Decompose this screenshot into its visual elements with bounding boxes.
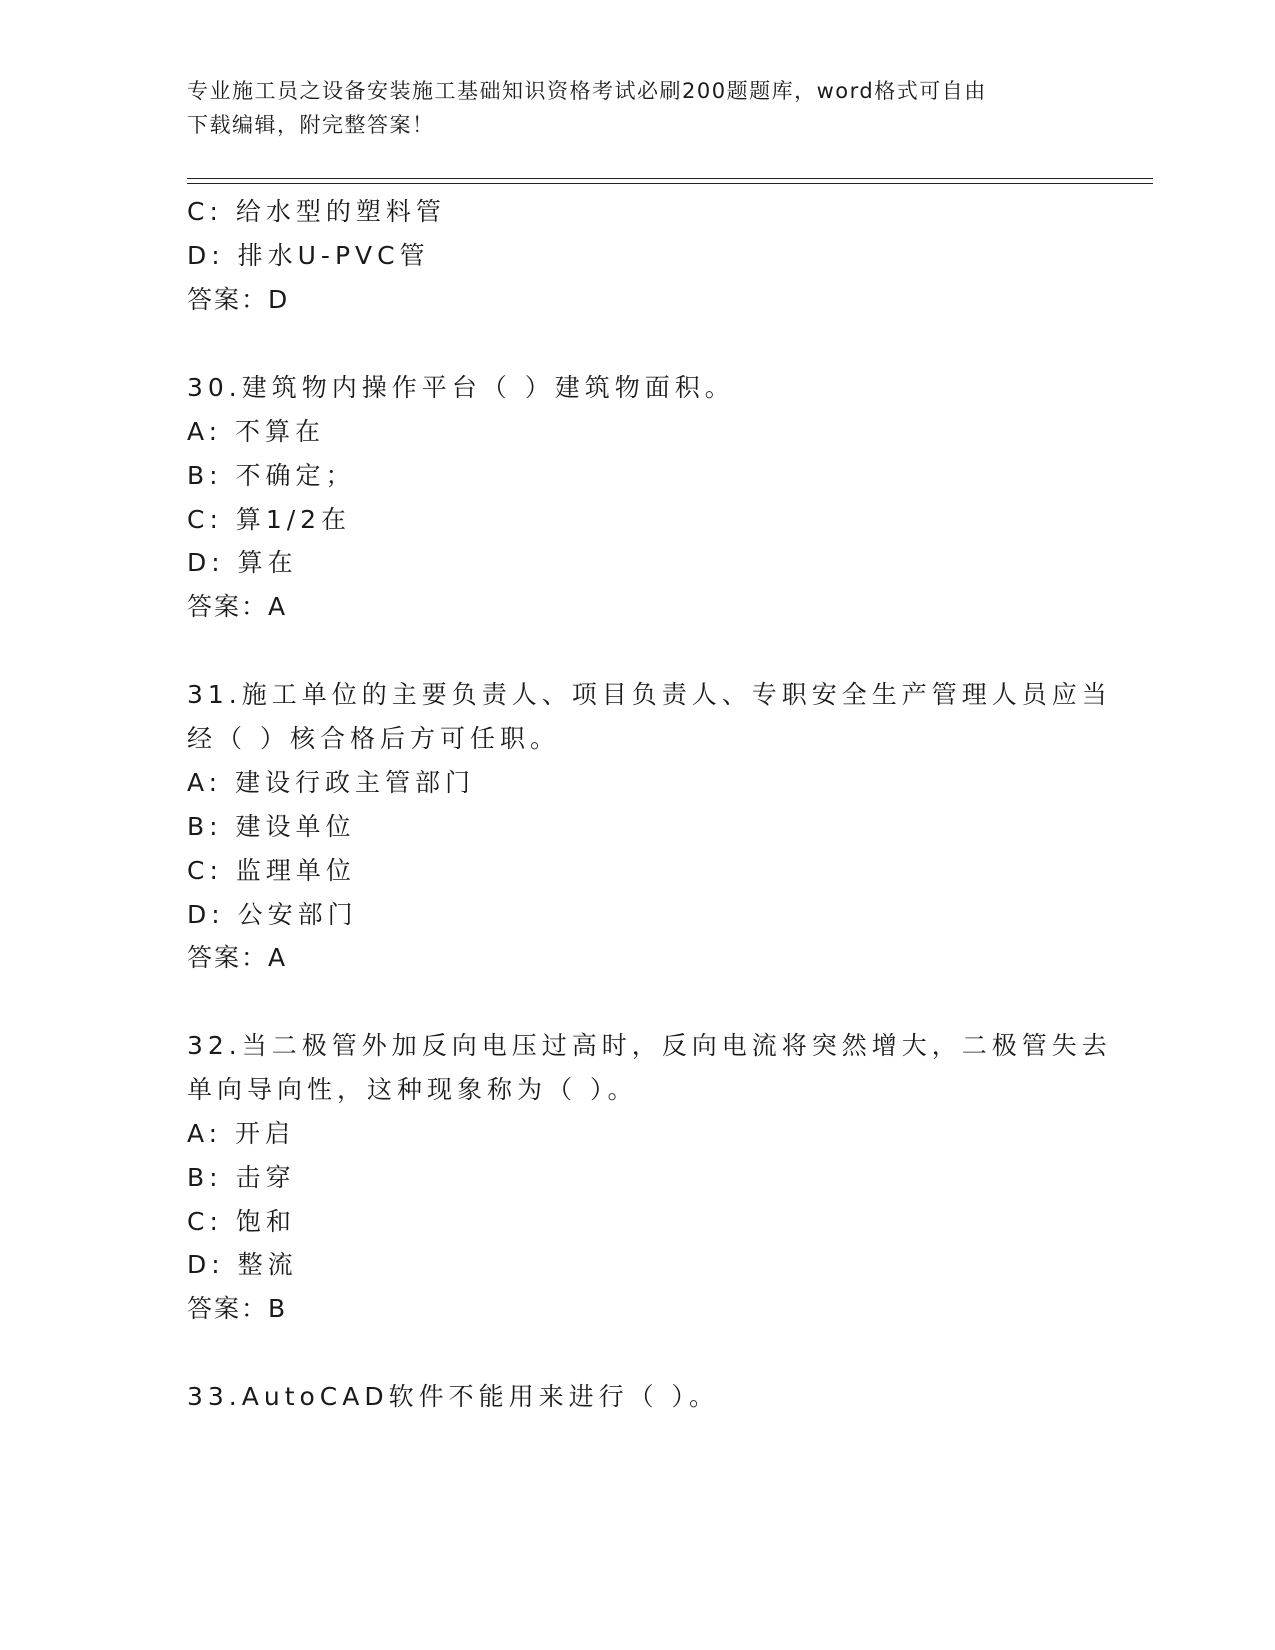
question-31-line-1: 31.施工单位的主要负责人、项目负责人、专职安全生产管理人员应当 xyxy=(187,680,1112,709)
option-a: A: 建设行政主管部门 xyxy=(187,768,476,797)
option-d: D: 排水U-PVC管 xyxy=(187,241,430,270)
option-b: B: 不确定； xyxy=(187,461,356,490)
question-31-line-2: 经（ ）核合格后方可任职。 xyxy=(187,724,560,753)
question-32-line-2: 单向导向性，这种现象称为（ ）。 xyxy=(187,1075,638,1104)
answer-line: 答案：D xyxy=(187,285,290,314)
answer-line: 答案：A xyxy=(187,943,288,972)
header-divider-bottom xyxy=(187,183,1153,184)
option-c: C: 给水型的塑料管 xyxy=(187,197,446,226)
header-divider-top xyxy=(187,178,1153,179)
question-30: 30.建筑物内操作平台（ ）建筑物面积。 xyxy=(187,373,735,402)
option-c: C: 算1/2在 xyxy=(187,505,352,534)
option-b: B: 击穿 xyxy=(187,1163,296,1192)
question-33: 33.AutoCAD软件不能用来进行（ ）。 xyxy=(187,1382,720,1411)
answer-line: 答案：A xyxy=(187,592,288,621)
header-line-2: 下载编辑，附完整答案！ xyxy=(187,113,435,137)
option-c: C: 监理单位 xyxy=(187,856,356,885)
option-d: D: 整流 xyxy=(187,1250,298,1279)
question-32-line-1: 32.当二极管外加反向电压过高时，反向电流将突然增大，二极管失去 xyxy=(187,1031,1112,1060)
option-d: D: 公安部门 xyxy=(187,900,358,929)
header-line-1: 专业施工员之设备安装施工基础知识资格考试必刷200题题库，word格式可自由 xyxy=(187,79,987,103)
answer-line: 答案：B xyxy=(187,1294,288,1323)
option-a: A: 开启 xyxy=(187,1119,296,1148)
option-d: D: 算在 xyxy=(187,548,298,577)
option-c: C: 饱和 xyxy=(187,1207,296,1236)
document-header xyxy=(187,74,1067,142)
option-a: A: 不算在 xyxy=(187,417,326,446)
option-b: B: 建设单位 xyxy=(187,812,356,841)
